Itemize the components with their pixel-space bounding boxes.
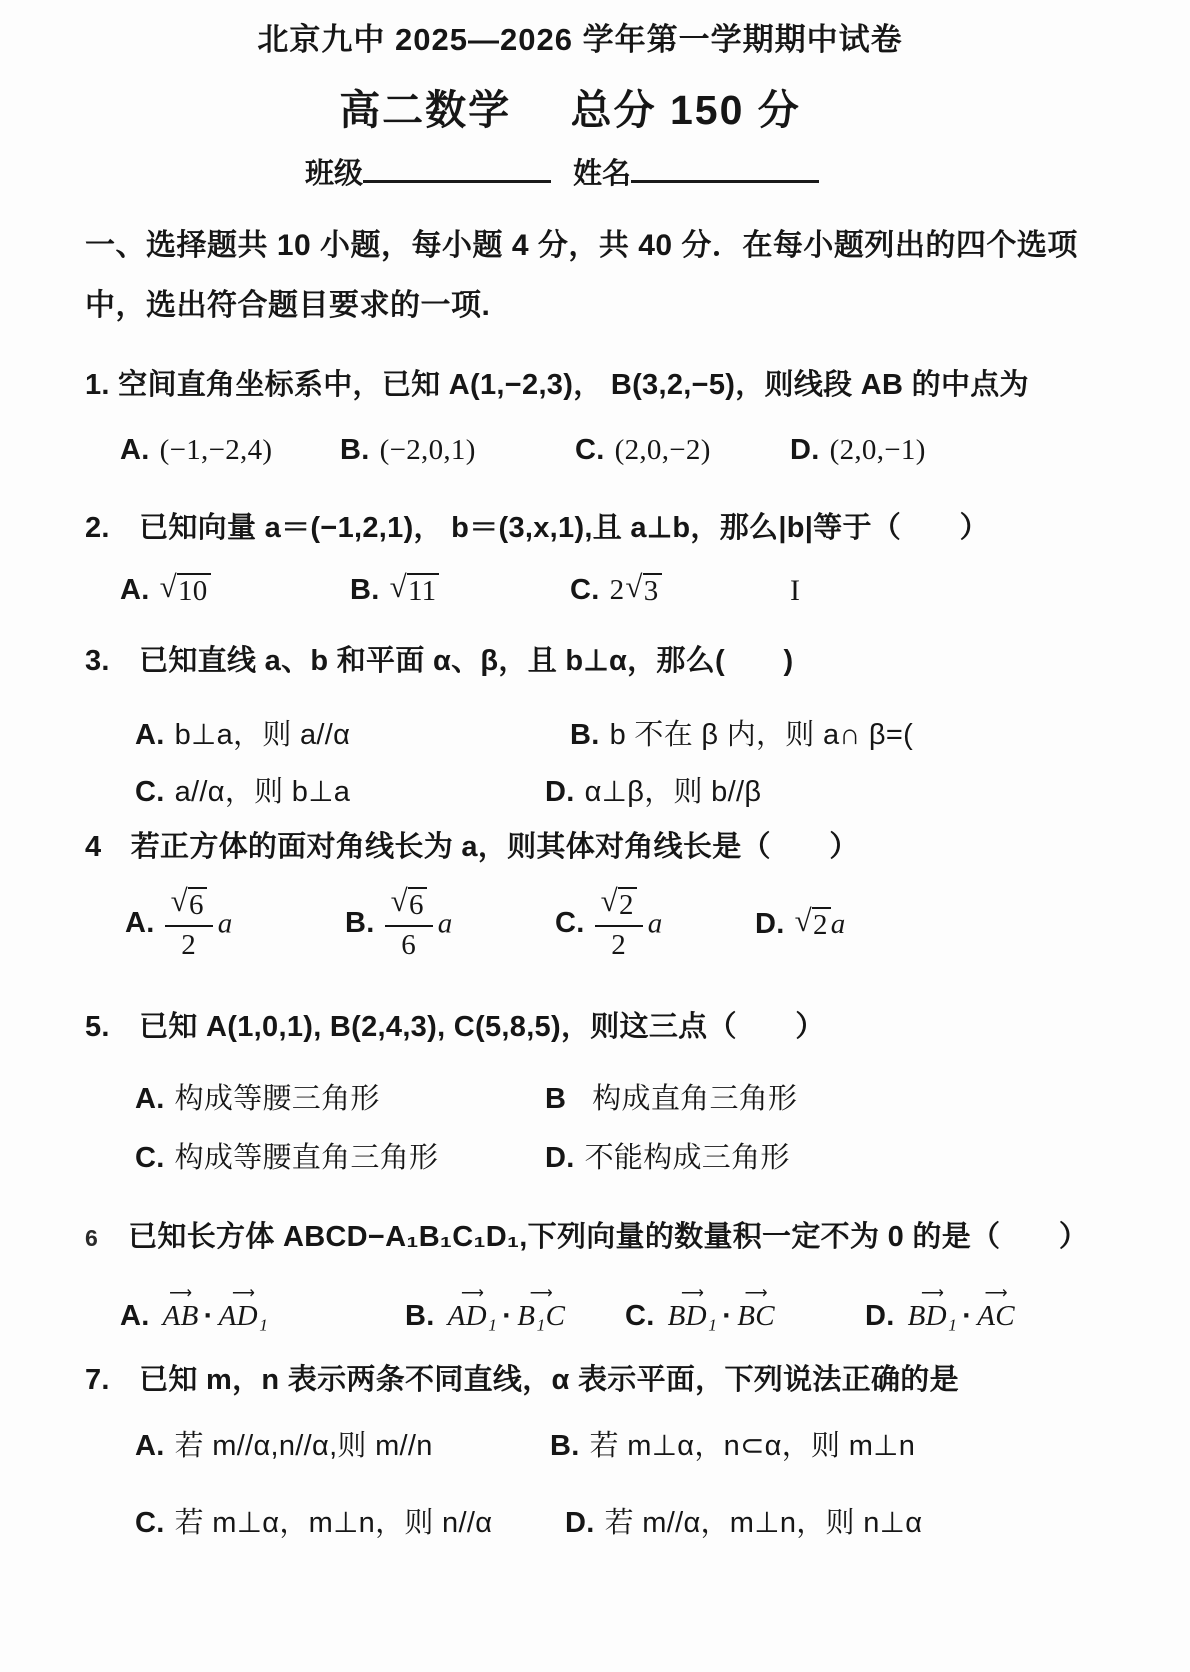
q4-option-a-coefficient: a <box>217 906 233 939</box>
q4-option-b-coefficient: a <box>437 906 453 939</box>
q1-option-d-value: (2,0,−1) <box>829 434 926 467</box>
radical-sign: √ <box>159 569 177 605</box>
q2-option-d-label: I <box>790 573 801 607</box>
denominator: 2 <box>181 928 197 961</box>
q2-option-c <box>570 569 790 608</box>
radical-sign: √ <box>600 882 618 918</box>
class-blank-line <box>363 150 551 183</box>
q1-option-c-value: (2,0,−2) <box>614 434 711 467</box>
q3-option-c-label: C. <box>135 776 165 809</box>
vector-name: AD₁ <box>447 1299 498 1332</box>
q1-option-c-label: C. <box>575 434 605 467</box>
q4-option-b <box>345 882 555 962</box>
q2-option-b <box>350 569 570 608</box>
q6-option-c <box>625 1284 865 1333</box>
q7-options-row-2 <box>85 1500 1135 1541</box>
q4-stem: 4 若正方体的面对角线长为 a，则其体对角线长是（ ） <box>85 831 859 864</box>
q5-options-row-1 <box>85 1076 1135 1117</box>
radicand: 6 <box>188 887 207 922</box>
name-label: 姓名 <box>573 158 632 190</box>
q4-option-c-label: C. <box>555 906 585 939</box>
vector-name: BC <box>737 1299 775 1332</box>
dot-product-icon: · <box>203 1299 214 1332</box>
q3-stem: 3. 已知直线 a、b 和平面 α、β，且 b⊥α，那么( ) <box>85 645 794 678</box>
vector <box>216 1284 272 1333</box>
q3-option-d <box>545 769 1135 810</box>
vector-arrow-icon: ⟶ <box>231 1284 255 1302</box>
radicand: 2 <box>618 887 637 922</box>
q3-option-b-label: B. <box>570 719 600 752</box>
q6-number: 6 <box>85 1224 99 1251</box>
q2-option-d <box>790 574 1135 608</box>
vector-name: AD₁ <box>218 1299 269 1332</box>
vector <box>734 1284 778 1333</box>
radicand: 2 <box>812 907 831 942</box>
q2-option-b-sqrt <box>389 569 440 608</box>
q2-option-a-sqrt <box>159 569 211 608</box>
q5-option-a-label: A. <box>135 1082 165 1115</box>
q4-option-d-sqrt <box>794 902 831 942</box>
q7-option-c-label: C. <box>135 1507 165 1540</box>
radical-sign: √ <box>170 882 188 918</box>
q7-option-a-value: 若 m//α,n//α,则 m//n <box>174 1430 433 1463</box>
q5-option-b-value: 构成直角三角形 <box>592 1082 798 1115</box>
radicand: 11 <box>407 573 440 608</box>
q5-option-d <box>545 1135 1135 1176</box>
q7-option-a <box>135 1423 550 1464</box>
q7-option-a-label: A. <box>135 1430 165 1463</box>
vector-arrow-icon: ⟶ <box>169 1284 193 1302</box>
q5-option-d-value: 不能构成三角形 <box>584 1141 790 1174</box>
q1-option-d <box>790 434 1135 467</box>
q4-option-c-coefficient: a <box>647 906 663 939</box>
class-label: 班级 <box>305 158 364 190</box>
section-1-instructions: 一、选择题共 10 小题，每小题 4 分，共 40 分．在每小题列出的四个选项中，选出符合题目要求的一项. <box>85 229 1078 322</box>
q2-stem: 2. 已知向量 a＝(−1,2,1)， b＝(3,x,1),且 a⊥b，那么|b|等于（ ） <box>85 512 989 545</box>
q5-option-b <box>545 1076 1135 1117</box>
q7-option-d-value: 若 m//α，m⊥n，则 n⊥α <box>604 1507 923 1540</box>
dot-product-icon: · <box>722 1299 733 1332</box>
q6-option-a-label: A. <box>120 1299 150 1332</box>
q6-stem-text: 已知长方体 ABCD−A₁B₁C₁D₁,下列向量的数量积一定不为 0 的是（ ） <box>128 1220 1089 1253</box>
radicand: 10 <box>177 573 211 608</box>
q5-option-a <box>135 1076 545 1117</box>
vector-arrow-icon: ⟶ <box>984 1284 1008 1302</box>
q3-option-c-value: a//α，则 b⊥a <box>174 776 351 809</box>
q6-option-a <box>120 1284 405 1333</box>
vector-arrow-icon: ⟶ <box>680 1284 704 1302</box>
vector-arrow-icon: ⟶ <box>460 1284 484 1302</box>
q6-option-d <box>865 1284 1135 1333</box>
q7-options-row-1 <box>85 1423 1135 1464</box>
q5-option-c-label: C. <box>135 1141 165 1174</box>
q2-option-a-label: A. <box>120 574 150 607</box>
q2-option-c-label: C. <box>570 574 600 607</box>
denominator: 2 <box>611 928 627 961</box>
vector-name: BD₁ <box>907 1299 958 1332</box>
q4-option-b-label: B. <box>345 906 375 939</box>
q5-option-a-value: 构成等腰三角形 <box>174 1082 380 1115</box>
q3-option-b-value: b 不在 β 内，则 a∩ β=( <box>609 719 914 752</box>
q4-option-a <box>125 882 345 962</box>
vector <box>905 1284 961 1333</box>
q2-option-a <box>120 569 350 608</box>
q1-option-c <box>575 434 790 467</box>
q7-option-b <box>550 1423 1135 1464</box>
q4-option-d-label: D. <box>755 907 785 940</box>
q7-option-c-value: 若 m⊥α，m⊥n，则 n//α <box>174 1507 493 1540</box>
q4-option-a-fraction <box>165 882 213 962</box>
q3-options-row-2 <box>85 769 1135 810</box>
q3-option-c <box>135 769 545 810</box>
q4-options-row <box>85 882 1135 962</box>
q1-option-b-label: B. <box>340 434 370 467</box>
q4-option-a-label: A. <box>125 906 155 939</box>
vector-name: B₁C <box>517 1299 566 1332</box>
vector <box>974 1284 1018 1333</box>
vector-name: AC <box>977 1299 1015 1332</box>
q6-option-c-label: C. <box>625 1299 655 1332</box>
q3-options-row-1 <box>85 712 1135 753</box>
dot-product-icon: · <box>962 1299 973 1332</box>
q6-stem <box>85 1216 1135 1258</box>
q5-option-c-value: 构成等腰直角三角形 <box>174 1141 439 1174</box>
q3-option-a <box>135 712 570 753</box>
q7-option-d-label: D. <box>565 1507 595 1540</box>
q7-option-b-label: B. <box>550 1430 580 1463</box>
q3-option-d-label: D. <box>545 776 575 809</box>
radical-sign: √ <box>389 569 407 605</box>
exam-title <box>85 77 1055 136</box>
q1-option-a-label: A. <box>120 434 150 467</box>
q3-option-d-value: α⊥β，则 b//β <box>584 776 762 809</box>
q3-option-b <box>570 712 1135 753</box>
q5-option-c <box>135 1135 545 1176</box>
q1-option-b <box>340 434 575 467</box>
q7-stem: 7. 已知 m，n 表示两条不同直线，α 表示平面，下列说法正确的是 <box>85 1363 959 1396</box>
radical-sign: √ <box>390 882 408 918</box>
q5-option-d-label: D. <box>545 1141 575 1174</box>
q5-stem: 5. 已知 A(1,0,1), B(2,4,3), C(5,8,5)，则这三点（ ） <box>85 1010 825 1043</box>
radical-sign: √ <box>794 902 812 938</box>
q6-option-d-label: D. <box>865 1299 895 1332</box>
q3-option-a-value: b⊥a，则 a//α <box>174 719 351 752</box>
q7-option-c <box>135 1500 565 1541</box>
q4-option-c <box>555 882 755 962</box>
student-info-row <box>305 150 1135 192</box>
q6-option-b <box>405 1284 625 1333</box>
radicand: 3 <box>643 573 662 608</box>
q1-options-row <box>85 434 1135 467</box>
q4-option-d-coefficient: a <box>830 907 846 940</box>
radical-sign: √ <box>625 569 643 605</box>
q6-option-b-label: B. <box>405 1299 435 1332</box>
vector-arrow-icon: ⟶ <box>744 1284 768 1302</box>
q3-option-a-label: A. <box>135 719 165 752</box>
q6-options-row <box>85 1284 1135 1333</box>
q2-option-c-coefficient: 2 <box>609 574 625 607</box>
q2-options-row <box>85 569 1135 608</box>
q7-option-d <box>565 1500 1135 1541</box>
exam-title-score: 总分 150 分 <box>570 87 801 133</box>
q1-option-b-value: (−2,0,1) <box>379 434 476 467</box>
q5-option-b-label: B <box>545 1082 567 1115</box>
vector-arrow-icon: ⟶ <box>920 1284 944 1302</box>
q4-option-c-fraction <box>595 882 643 962</box>
denominator: 6 <box>401 928 417 961</box>
q7-option-b-value: 若 m⊥α，n⊂α，则 m⊥n <box>589 1430 916 1463</box>
vector <box>514 1284 568 1333</box>
exam-header: 北京九中 2025—2026 学年第一学期期中试卷 <box>257 22 903 57</box>
q1-option-a <box>120 434 340 467</box>
q1-stem: 1. 空间直角坐标系中，已知 A(1,−2,3)， B(3,2,−5)，则线段 AB 的中点为 <box>85 369 1029 401</box>
vector <box>160 1284 202 1333</box>
q5-options-row-2 <box>85 1135 1135 1176</box>
q1-option-d-label: D. <box>790 434 820 467</box>
q2-option-b-label: B. <box>350 574 380 607</box>
vector <box>445 1284 501 1333</box>
vector <box>665 1284 721 1333</box>
radicand: 6 <box>408 887 427 922</box>
vector-name: BD₁ <box>667 1299 718 1332</box>
name-blank-line <box>631 150 819 183</box>
vector-arrow-icon: ⟶ <box>529 1284 553 1302</box>
q4-option-d <box>755 902 1135 942</box>
q2-option-c-sqrt <box>625 569 661 608</box>
exam-title-subject: 高二数学 <box>339 87 512 133</box>
vector-name: AB <box>162 1299 199 1332</box>
q4-option-b-fraction <box>385 882 433 962</box>
q1-option-a-value: (−1,−2,4) <box>159 434 273 467</box>
dot-product-icon: · <box>502 1299 513 1332</box>
